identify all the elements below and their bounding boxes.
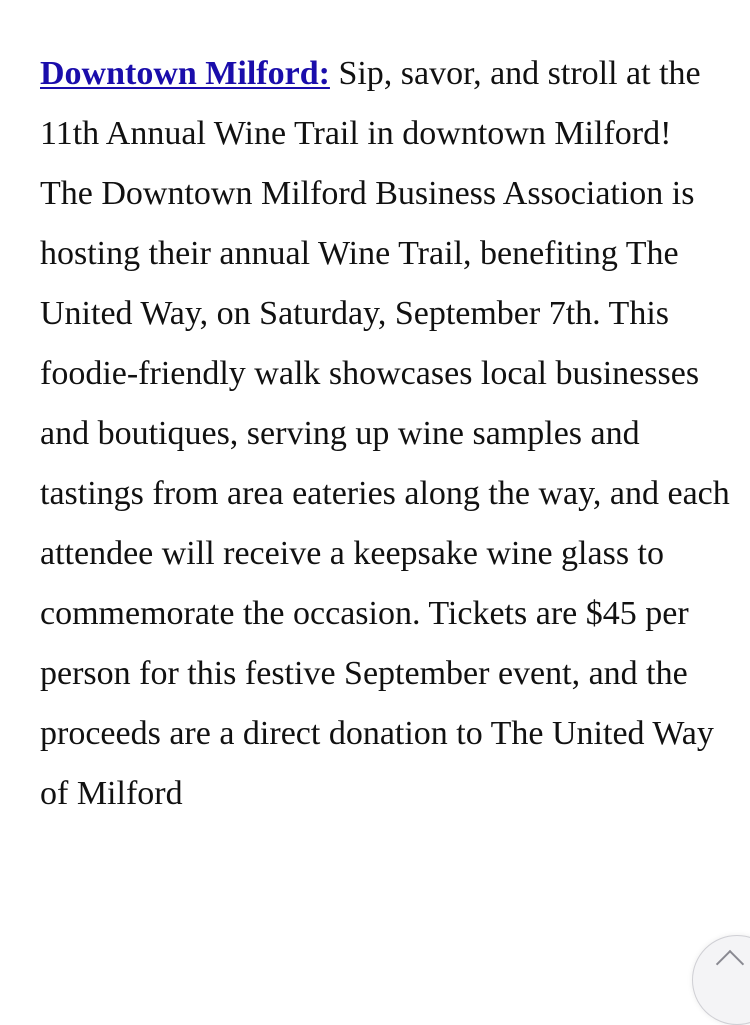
scroll-to-top-button[interactable] (692, 935, 750, 1025)
downtown-milford-link[interactable]: Downtown Milford: (40, 55, 330, 92)
article-body-text: Sip, savor, and stroll at the 11th Annual Wine Trail in downtown Milford! The Downtown Milford Business Association is hosting their annual Wine Trail, benefiting The United Way, on Saturday, September 7th. This foodie-friendly walk showcases local businesses and boutiques, serving up wine samples and tastings from area eateries along the way, and each attendee will receive a keepsake wine glass to commemorate the occasion. Tickets are $45 per person for this festive September event, and the proceeds are a direct donation to The United Way of Milford (40, 55, 730, 812)
chevron-up-icon (716, 950, 744, 978)
article-paragraph (40, 44, 730, 824)
